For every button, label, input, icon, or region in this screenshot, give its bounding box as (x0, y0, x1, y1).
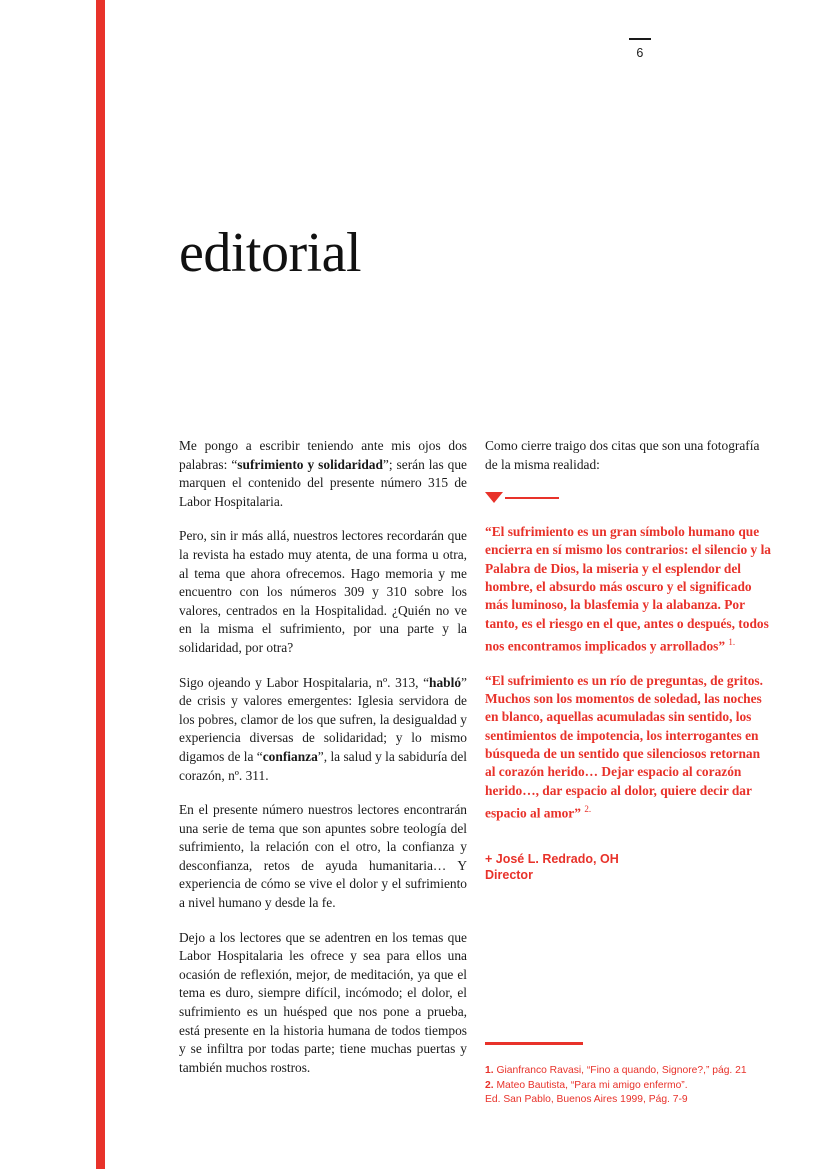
footnote-line (485, 1064, 785, 1079)
footnote-marker: 1. (728, 636, 736, 647)
footnote-line (485, 1079, 785, 1094)
signature-block (485, 851, 772, 883)
emphasis-text: sufrimiento y solidaridad (237, 456, 383, 472)
quote-text: “El sufrimiento es un gran símbolo humano que encierra en sí mismo los contrarios: el silencio y la Palabra de Dios, la miseria y el esplendor del hombre, el absurdo más oscuro y el significado más luminoso, la blasfemia y la alabanza. Por tanto, es el riesgo en el que, antes o después, todos nos encontramos implicados y arrollados” (485, 524, 771, 654)
right-text-column (485, 437, 772, 883)
footnotes-block (485, 1064, 785, 1108)
paragraph (179, 437, 467, 511)
left-text-column (179, 437, 467, 1093)
footnote-marker: 2. (584, 803, 592, 814)
page-number: 6 (636, 45, 644, 60)
quote-divider (485, 492, 772, 503)
page-number-rule (629, 38, 651, 40)
quote-text: “El sufrimiento es un río de preguntas, de gritos. Muchos son los momentos de soledad, las noches en blanco, aquellas acumuladas sin sentido, los sentimientos de impotencia, los interrogantes en búsqueda de un sentido que silenciosos retornan al corazón herido… Dejar espacio al corazón herido…, dar espacio al dolor, quiere decir dar espacio al amor” (485, 672, 763, 821)
paragraph-text: En el presente número nuestros lectores encontrarán una serie de tema que son apuntes sobre teología del sufrimiento, la relación con el otro, la confianza y desconfianza, retos de ayuda humanitaria… Y experiencia de cómo se vive el dolor y el sufrimiento a nivel humano y desde la fe. (179, 802, 467, 911)
left-accent-bar (96, 0, 105, 1169)
paragraph-text: ” de crisis y valores emergentes: Iglesia servidora de los pobres, clamor de los que sufren, la desigualdad y experiencia diversas de solidaridad; y lo mismo digamos de la “ (179, 674, 467, 764)
paragraph (179, 929, 467, 1078)
footnote-rule (485, 1042, 583, 1045)
paragraph-text: Pero, sin ir más allá, nuestros lectores recordarán que la revista ha estado muy atenta, de una forma u otra, al tema que ahora ofrecemos. Hago memoria y me encuentro con los números 309 y 310 sobre los valores, centrados en la Hospitalidad. ¿Quién no ve en la misma el sufrimiento, por una parte y la solidaridad, por otra? (179, 528, 467, 655)
footnote-text: Ed. San Pablo, Buenos Aires 1999, Pág. 7-9 (485, 1094, 688, 1105)
footnote-line (485, 1093, 785, 1108)
quote-rule (505, 497, 559, 499)
paragraph-text: Dejo a los lectores que se adentren en los temas que Labor Hospitalaria les ofrece y sea para ellos una ocasión de reflexión, mejor, de meditación, ya que el tema es duro, siempre difícil, incómodo; el dolor, el sufrimiento es un huésped que nos pone a prueba, está presente en la historia humana de todos tiempos y se infiltra por todas parte; tiene muchas puertas y también muchos rostros. (179, 929, 467, 1075)
footnote-number: 1. (485, 1065, 497, 1076)
footnote-text: Gianfranco Ravasi, “Fino a quando, Signore?,” pág. 21 (496, 1065, 747, 1076)
paragraph-text: Sigo ojeando y Labor Hospitalaria, nº. 313, “ (179, 674, 430, 690)
signature-name: + José L. Redrado, OH (485, 851, 619, 866)
triangle-icon (485, 492, 503, 503)
paragraph-text: Me pongo a escribir teniendo ante mis ojos dos palabras: “ (179, 438, 467, 472)
footnote-number: 2. (485, 1079, 497, 1091)
paragraph-text: ”; serán las que marquen el contenido del presente número 315 de Labor Hospitalaria. (179, 456, 468, 509)
page-number-block (600, 38, 680, 60)
emphasis-text: confianza (262, 748, 318, 764)
footnote-text: Mateo Bautista, “Para mi amigo enfermo”. (496, 1079, 688, 1091)
paragraph (179, 674, 467, 786)
pull-quote (485, 523, 772, 656)
pull-quote (485, 672, 772, 823)
paragraph-text: ”, la salud y la sabiduría del corazón, nº. 311. (179, 748, 468, 783)
paragraph (179, 527, 467, 657)
signature-role: Director (485, 867, 533, 882)
paragraph (179, 801, 467, 913)
emphasis-text: habló (429, 674, 462, 690)
page-title: editorial (179, 222, 362, 284)
closing-intro-paragraph: Como cierre traigo dos citas que son una fotografía de la misma realidad: (485, 438, 760, 472)
